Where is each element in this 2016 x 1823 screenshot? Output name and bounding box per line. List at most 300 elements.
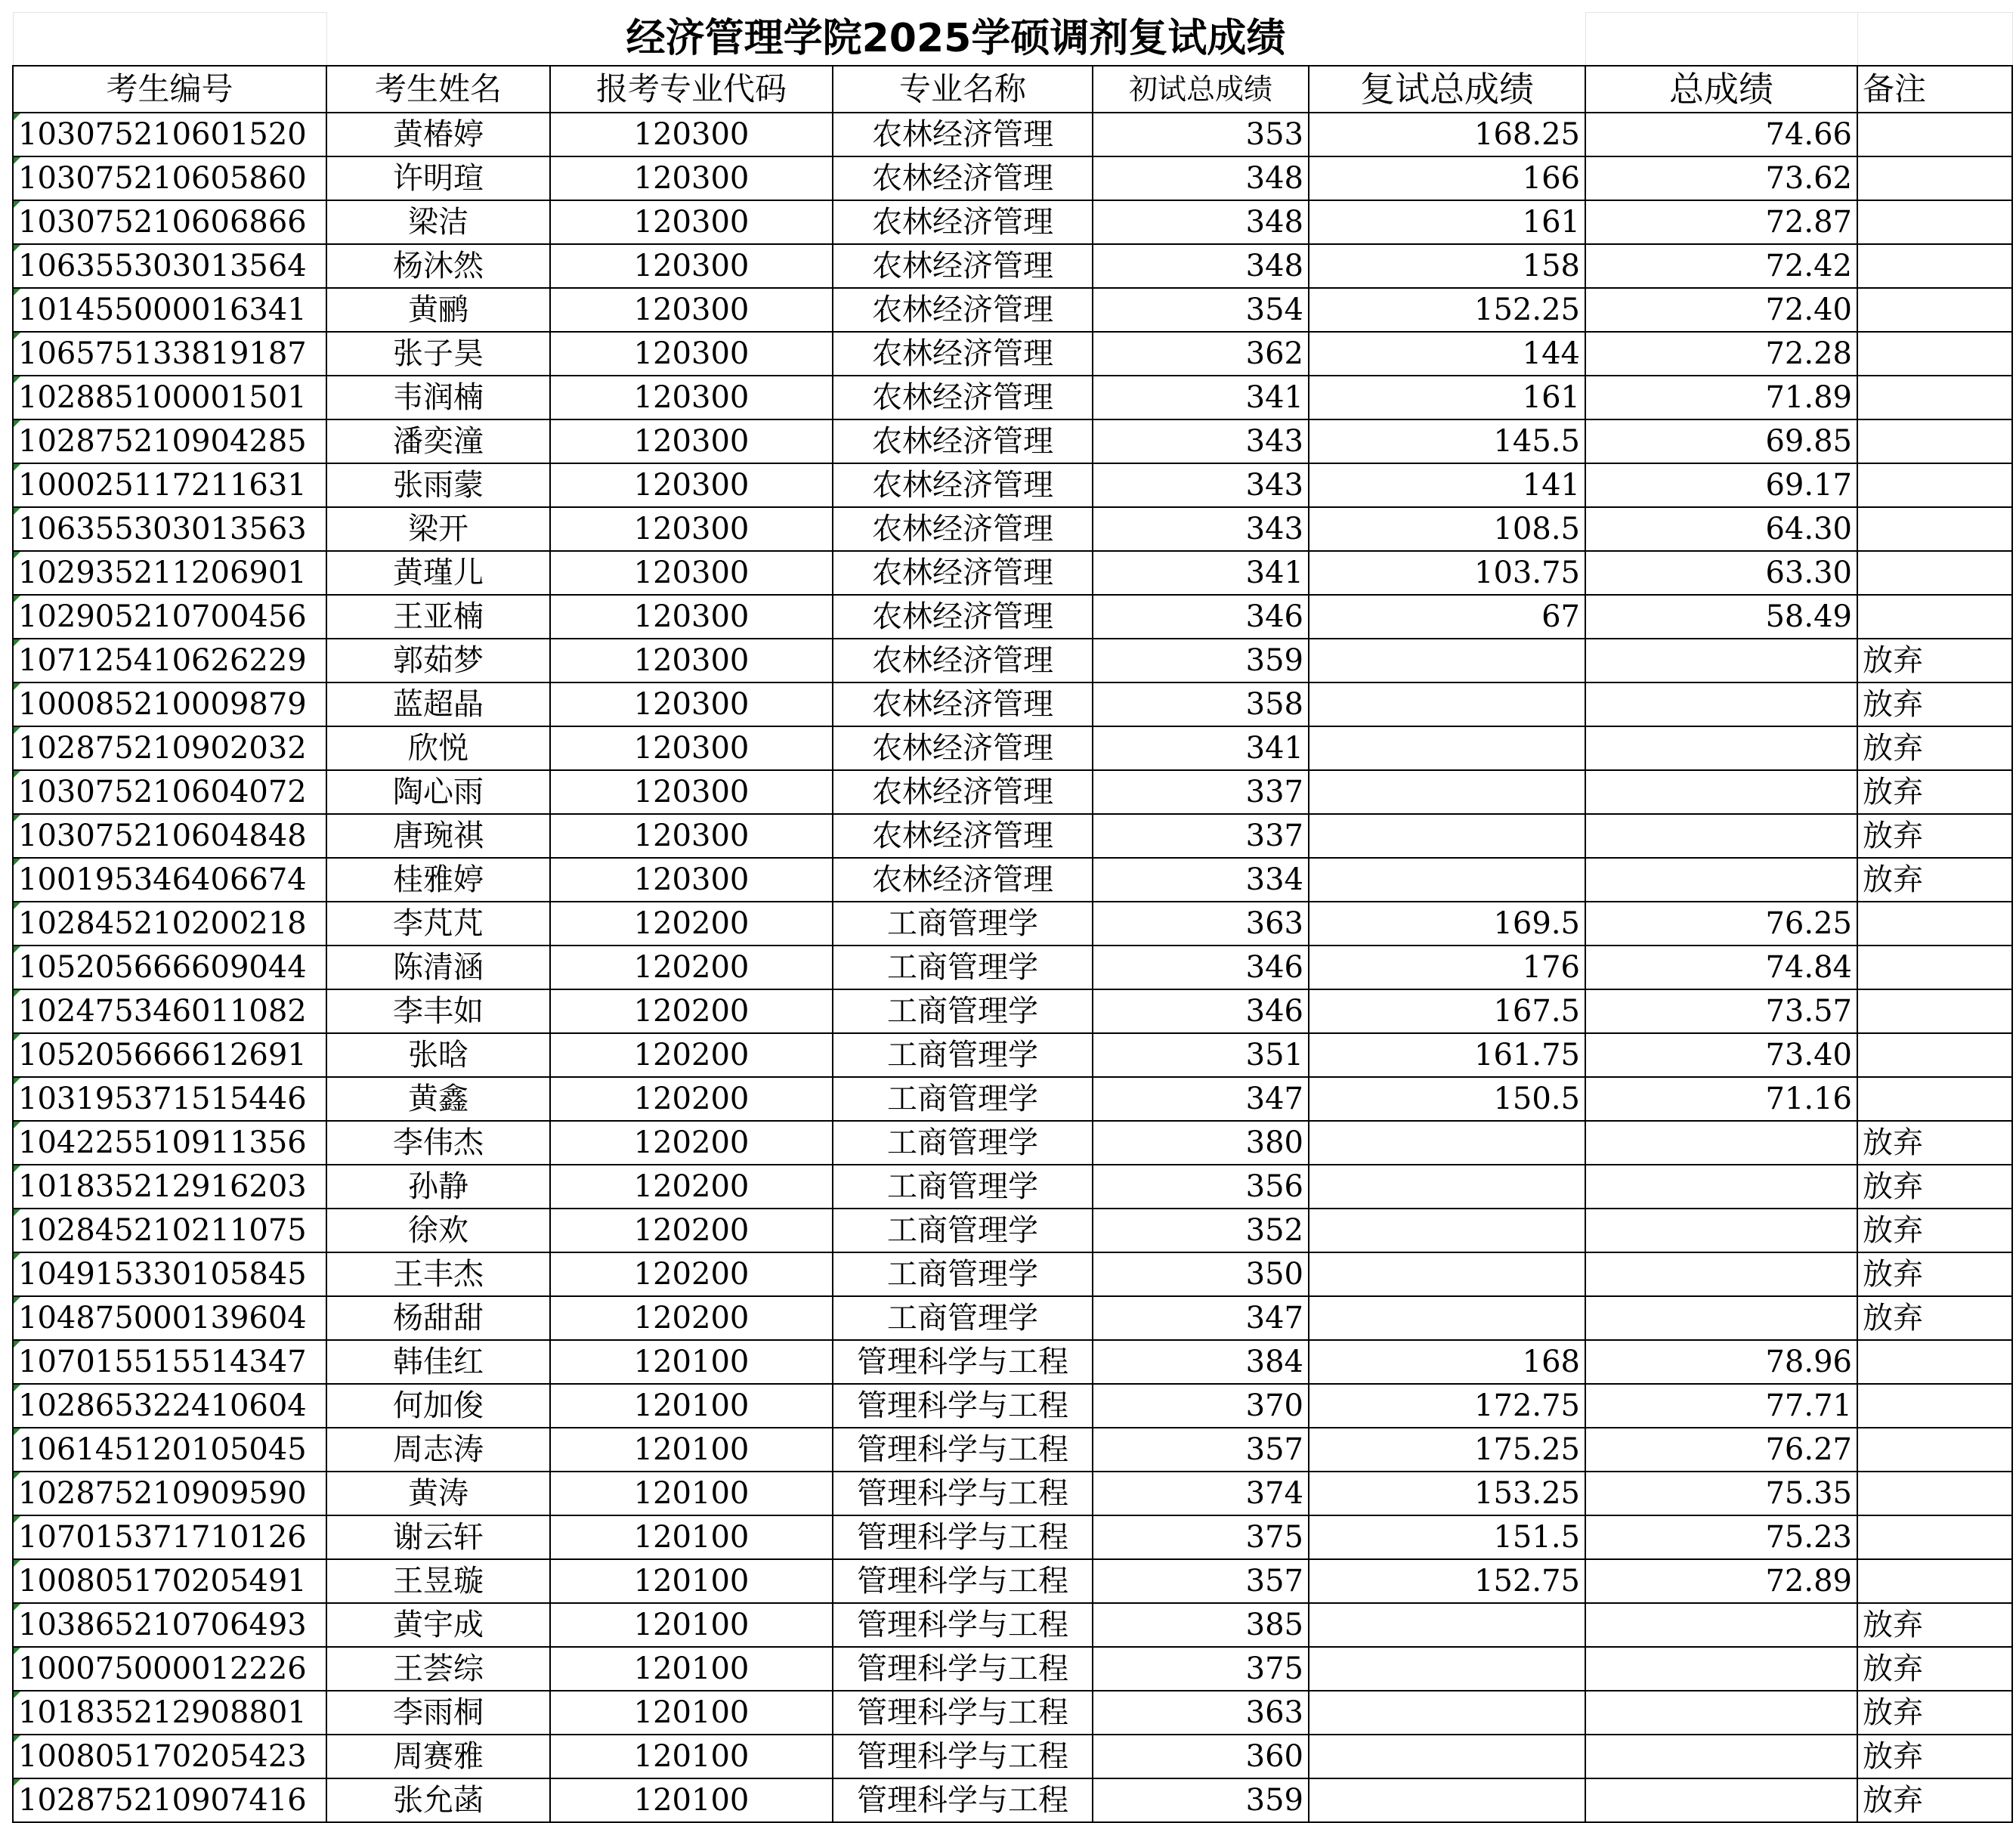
major-name-cell[interactable]: 农林经济管理 — [833, 814, 1093, 858]
retest-score-cell[interactable] — [1309, 1691, 1585, 1735]
note-cell[interactable] — [1857, 1559, 2012, 1603]
note-cell[interactable]: 放弃 — [1857, 1735, 2012, 1778]
header-candidate-id[interactable]: 考生编号 — [13, 66, 326, 113]
initial-score-cell[interactable]: 348 — [1093, 244, 1309, 288]
candidate-name-cell[interactable]: 潘奕潼 — [326, 419, 550, 463]
retest-score-cell[interactable]: 161 — [1309, 376, 1585, 419]
major-name-cell[interactable]: 工商管理学 — [833, 1121, 1093, 1165]
initial-score-cell[interactable]: 337 — [1093, 814, 1309, 858]
candidate-name-cell[interactable]: 梁开 — [326, 507, 550, 551]
candidate-name-cell[interactable]: 黄瑾儿 — [326, 551, 550, 595]
major-code-cell[interactable]: 120300 — [550, 419, 833, 463]
candidate-id-cell[interactable]: 103865210706493 — [13, 1603, 326, 1647]
retest-score-cell[interactable]: 167.5 — [1309, 989, 1585, 1033]
initial-score-cell[interactable]: 348 — [1093, 156, 1309, 200]
initial-score-cell[interactable]: 352 — [1093, 1209, 1309, 1252]
major-name-cell[interactable]: 工商管理学 — [833, 989, 1093, 1033]
note-cell[interactable] — [1857, 244, 2012, 288]
major-code-cell[interactable]: 120200 — [550, 902, 833, 946]
candidate-name-cell[interactable]: 陶心雨 — [326, 770, 550, 814]
total-score-cell[interactable]: 77.71 — [1585, 1384, 1857, 1428]
major-code-cell[interactable]: 120300 — [550, 244, 833, 288]
major-code-cell[interactable]: 120100 — [550, 1384, 833, 1428]
initial-score-cell[interactable]: 374 — [1093, 1472, 1309, 1515]
major-code-cell[interactable]: 120300 — [550, 507, 833, 551]
major-name-cell[interactable]: 工商管理学 — [833, 1296, 1093, 1340]
note-cell[interactable] — [1857, 507, 2012, 551]
note-cell[interactable] — [1857, 902, 2012, 946]
note-cell[interactable]: 放弃 — [1857, 1165, 2012, 1209]
note-cell[interactable]: 放弃 — [1857, 1647, 2012, 1691]
major-code-cell[interactable]: 120200 — [550, 946, 833, 989]
retest-score-cell[interactable] — [1309, 770, 1585, 814]
initial-score-cell[interactable]: 334 — [1093, 858, 1309, 902]
candidate-name-cell[interactable]: 桂雅婷 — [326, 858, 550, 902]
major-name-cell[interactable]: 工商管理学 — [833, 1033, 1093, 1077]
note-cell[interactable] — [1857, 288, 2012, 332]
initial-score-cell[interactable]: 347 — [1093, 1077, 1309, 1121]
retest-score-cell[interactable] — [1309, 1647, 1585, 1691]
note-cell[interactable] — [1857, 989, 2012, 1033]
major-name-cell[interactable]: 管理科学与工程 — [833, 1647, 1093, 1691]
candidate-id-cell[interactable]: 102905210700456 — [13, 595, 326, 639]
header-major-code[interactable]: 报考专业代码 — [550, 66, 833, 113]
retest-score-cell[interactable]: 169.5 — [1309, 902, 1585, 946]
candidate-id-cell[interactable]: 103075210606866 — [13, 200, 326, 244]
initial-score-cell[interactable]: 362 — [1093, 332, 1309, 376]
candidate-name-cell[interactable]: 李丰如 — [326, 989, 550, 1033]
major-name-cell[interactable]: 管理科学与工程 — [833, 1778, 1093, 1822]
initial-score-cell[interactable]: 380 — [1093, 1121, 1309, 1165]
candidate-id-cell[interactable]: 101835212916203 — [13, 1165, 326, 1209]
candidate-name-cell[interactable]: 蓝超晶 — [326, 682, 550, 726]
retest-score-cell[interactable]: 172.75 — [1309, 1384, 1585, 1428]
initial-score-cell[interactable]: 341 — [1093, 726, 1309, 770]
major-name-cell[interactable]: 农林经济管理 — [833, 288, 1093, 332]
note-cell[interactable] — [1857, 332, 2012, 376]
major-name-cell[interactable]: 管理科学与工程 — [833, 1515, 1093, 1559]
candidate-name-cell[interactable]: 周志涛 — [326, 1428, 550, 1472]
total-score-cell[interactable] — [1585, 814, 1857, 858]
initial-score-cell[interactable]: 343 — [1093, 419, 1309, 463]
note-cell[interactable]: 放弃 — [1857, 1778, 2012, 1822]
candidate-id-cell[interactable]: 100025117211631 — [13, 463, 326, 507]
candidate-name-cell[interactable]: 谢云轩 — [326, 1515, 550, 1559]
major-code-cell[interactable]: 120100 — [550, 1735, 833, 1778]
initial-score-cell[interactable]: 375 — [1093, 1647, 1309, 1691]
initial-score-cell[interactable]: 343 — [1093, 507, 1309, 551]
candidate-name-cell[interactable]: 王荟综 — [326, 1647, 550, 1691]
total-score-cell[interactable] — [1585, 639, 1857, 682]
candidate-id-cell[interactable]: 103075210604848 — [13, 814, 326, 858]
major-code-cell[interactable]: 120300 — [550, 288, 833, 332]
initial-score-cell[interactable]: 353 — [1093, 113, 1309, 156]
header-note[interactable]: 备注 — [1857, 66, 2012, 113]
candidate-name-cell[interactable]: 孙静 — [326, 1165, 550, 1209]
candidate-name-cell[interactable]: 王亚楠 — [326, 595, 550, 639]
total-score-cell[interactable]: 75.35 — [1585, 1472, 1857, 1515]
retest-score-cell[interactable] — [1309, 858, 1585, 902]
note-cell[interactable] — [1857, 463, 2012, 507]
note-cell[interactable]: 放弃 — [1857, 1603, 2012, 1647]
total-score-cell[interactable]: 78.96 — [1585, 1340, 1857, 1384]
note-cell[interactable] — [1857, 1515, 2012, 1559]
candidate-name-cell[interactable]: 张允菡 — [326, 1778, 550, 1822]
major-code-cell[interactable]: 120100 — [550, 1647, 833, 1691]
candidate-id-cell[interactable]: 102845210200218 — [13, 902, 326, 946]
candidate-id-cell[interactable]: 103075210605860 — [13, 156, 326, 200]
candidate-name-cell[interactable]: 韩佳红 — [326, 1340, 550, 1384]
candidate-id-cell[interactable]: 102875210907416 — [13, 1778, 326, 1822]
initial-score-cell[interactable]: 385 — [1093, 1603, 1309, 1647]
note-cell[interactable]: 放弃 — [1857, 1691, 2012, 1735]
retest-score-cell[interactable]: 176 — [1309, 946, 1585, 989]
retest-score-cell[interactable]: 153.25 — [1309, 1472, 1585, 1515]
initial-score-cell[interactable]: 375 — [1093, 1515, 1309, 1559]
initial-score-cell[interactable]: 359 — [1093, 639, 1309, 682]
retest-score-cell[interactable]: 150.5 — [1309, 1077, 1585, 1121]
major-name-cell[interactable]: 工商管理学 — [833, 902, 1093, 946]
retest-score-cell[interactable] — [1309, 1121, 1585, 1165]
total-score-cell[interactable]: 69.85 — [1585, 419, 1857, 463]
initial-score-cell[interactable]: 357 — [1093, 1428, 1309, 1472]
candidate-id-cell[interactable]: 107015515514347 — [13, 1340, 326, 1384]
candidate-name-cell[interactable]: 张雨蒙 — [326, 463, 550, 507]
initial-score-cell[interactable]: 370 — [1093, 1384, 1309, 1428]
candidate-id-cell[interactable]: 103195371515446 — [13, 1077, 326, 1121]
major-name-cell[interactable]: 农林经济管理 — [833, 551, 1093, 595]
note-cell[interactable]: 放弃 — [1857, 639, 2012, 682]
total-score-cell[interactable]: 72.28 — [1585, 332, 1857, 376]
candidate-name-cell[interactable]: 张子昊 — [326, 332, 550, 376]
retest-score-cell[interactable] — [1309, 726, 1585, 770]
major-code-cell[interactable]: 120300 — [550, 463, 833, 507]
initial-score-cell[interactable]: 384 — [1093, 1340, 1309, 1384]
major-code-cell[interactable]: 120300 — [550, 682, 833, 726]
total-score-cell[interactable]: 73.62 — [1585, 156, 1857, 200]
candidate-id-cell[interactable]: 102885100001501 — [13, 376, 326, 419]
retest-score-cell[interactable]: 152.25 — [1309, 288, 1585, 332]
major-name-cell[interactable]: 农林经济管理 — [833, 639, 1093, 682]
note-cell[interactable] — [1857, 1428, 2012, 1472]
initial-score-cell[interactable]: 346 — [1093, 946, 1309, 989]
candidate-id-cell[interactable]: 104875000139604 — [13, 1296, 326, 1340]
total-score-cell[interactable]: 72.42 — [1585, 244, 1857, 288]
candidate-id-cell[interactable]: 101835212908801 — [13, 1691, 326, 1735]
major-name-cell[interactable]: 管理科学与工程 — [833, 1340, 1093, 1384]
major-name-cell[interactable]: 农林经济管理 — [833, 332, 1093, 376]
retest-score-cell[interactable]: 152.75 — [1309, 1559, 1585, 1603]
total-score-cell[interactable] — [1585, 1647, 1857, 1691]
header-major-name[interactable]: 专业名称 — [833, 66, 1093, 113]
retest-score-cell[interactable] — [1309, 814, 1585, 858]
total-score-cell[interactable] — [1585, 1735, 1857, 1778]
retest-score-cell[interactable]: 108.5 — [1309, 507, 1585, 551]
major-name-cell[interactable]: 农林经济管理 — [833, 507, 1093, 551]
retest-score-cell[interactable]: 166 — [1309, 156, 1585, 200]
major-code-cell[interactable]: 120300 — [550, 551, 833, 595]
candidate-id-cell[interactable]: 102875210904285 — [13, 419, 326, 463]
major-code-cell[interactable]: 120200 — [550, 1121, 833, 1165]
major-name-cell[interactable]: 管理科学与工程 — [833, 1559, 1093, 1603]
major-code-cell[interactable]: 120300 — [550, 200, 833, 244]
major-code-cell[interactable]: 120100 — [550, 1691, 833, 1735]
candidate-name-cell[interactable]: 王昱璇 — [326, 1559, 550, 1603]
total-score-cell[interactable] — [1585, 1296, 1857, 1340]
major-code-cell[interactable]: 120100 — [550, 1778, 833, 1822]
candidate-id-cell[interactable]: 107015371710126 — [13, 1515, 326, 1559]
retest-score-cell[interactable]: 141 — [1309, 463, 1585, 507]
candidate-id-cell[interactable]: 106145120105045 — [13, 1428, 326, 1472]
initial-score-cell[interactable]: 363 — [1093, 1691, 1309, 1735]
total-score-cell[interactable]: 69.17 — [1585, 463, 1857, 507]
major-code-cell[interactable]: 120300 — [550, 858, 833, 902]
major-code-cell[interactable]: 120300 — [550, 726, 833, 770]
initial-score-cell[interactable]: 356 — [1093, 1165, 1309, 1209]
candidate-id-cell[interactable]: 100075000012226 — [13, 1647, 326, 1691]
total-score-cell[interactable]: 71.16 — [1585, 1077, 1857, 1121]
title-spacer-cell[interactable] — [1585, 13, 1857, 66]
retest-score-cell[interactable]: 168 — [1309, 1340, 1585, 1384]
initial-score-cell[interactable]: 341 — [1093, 376, 1309, 419]
note-cell[interactable]: 放弃 — [1857, 770, 2012, 814]
major-code-cell[interactable]: 120300 — [550, 595, 833, 639]
major-name-cell[interactable]: 工商管理学 — [833, 946, 1093, 989]
retest-score-cell[interactable] — [1309, 1778, 1585, 1822]
retest-score-cell[interactable] — [1309, 1252, 1585, 1296]
major-name-cell[interactable]: 农林经济管理 — [833, 200, 1093, 244]
major-name-cell[interactable]: 农林经济管理 — [833, 244, 1093, 288]
total-score-cell[interactable]: 64.30 — [1585, 507, 1857, 551]
initial-score-cell[interactable]: 350 — [1093, 1252, 1309, 1296]
retest-score-cell[interactable]: 158 — [1309, 244, 1585, 288]
major-code-cell[interactable]: 120200 — [550, 1077, 833, 1121]
retest-score-cell[interactable] — [1309, 1165, 1585, 1209]
candidate-id-cell[interactable]: 101455000016341 — [13, 288, 326, 332]
candidate-name-cell[interactable]: 韦润楠 — [326, 376, 550, 419]
major-code-cell[interactable]: 120300 — [550, 814, 833, 858]
major-code-cell[interactable]: 120200 — [550, 1296, 833, 1340]
candidate-id-cell[interactable]: 103075210601520 — [13, 113, 326, 156]
initial-score-cell[interactable]: 363 — [1093, 902, 1309, 946]
note-cell[interactable] — [1857, 595, 2012, 639]
note-cell[interactable]: 放弃 — [1857, 1296, 2012, 1340]
note-cell[interactable] — [1857, 1033, 2012, 1077]
candidate-name-cell[interactable]: 王丰杰 — [326, 1252, 550, 1296]
candidate-name-cell[interactable]: 欣悦 — [326, 726, 550, 770]
major-name-cell[interactable]: 工商管理学 — [833, 1077, 1093, 1121]
major-name-cell[interactable]: 管理科学与工程 — [833, 1603, 1093, 1647]
major-name-cell[interactable]: 工商管理学 — [833, 1252, 1093, 1296]
candidate-id-cell[interactable]: 102475346011082 — [13, 989, 326, 1033]
total-score-cell[interactable]: 72.89 — [1585, 1559, 1857, 1603]
candidate-id-cell[interactable]: 107125410626229 — [13, 639, 326, 682]
total-score-cell[interactable]: 72.40 — [1585, 288, 1857, 332]
retest-score-cell[interactable]: 175.25 — [1309, 1428, 1585, 1472]
major-code-cell[interactable]: 120200 — [550, 1165, 833, 1209]
total-score-cell[interactable] — [1585, 770, 1857, 814]
total-score-cell[interactable] — [1585, 726, 1857, 770]
note-cell[interactable] — [1857, 113, 2012, 156]
major-code-cell[interactable]: 120100 — [550, 1603, 833, 1647]
note-cell[interactable] — [1857, 419, 2012, 463]
major-name-cell[interactable]: 管理科学与工程 — [833, 1428, 1093, 1472]
candidate-id-cell[interactable]: 104225510911356 — [13, 1121, 326, 1165]
major-code-cell[interactable]: 120300 — [550, 770, 833, 814]
candidate-name-cell[interactable]: 徐欢 — [326, 1209, 550, 1252]
major-code-cell[interactable]: 120100 — [550, 1559, 833, 1603]
initial-score-cell[interactable]: 348 — [1093, 200, 1309, 244]
candidate-id-cell[interactable]: 102875210909590 — [13, 1472, 326, 1515]
note-cell[interactable]: 放弃 — [1857, 814, 2012, 858]
note-cell[interactable] — [1857, 1472, 2012, 1515]
major-name-cell[interactable]: 农林经济管理 — [833, 682, 1093, 726]
major-code-cell[interactable]: 120300 — [550, 156, 833, 200]
candidate-id-cell[interactable]: 100805170205491 — [13, 1559, 326, 1603]
initial-score-cell[interactable]: 351 — [1093, 1033, 1309, 1077]
candidate-name-cell[interactable]: 黄涛 — [326, 1472, 550, 1515]
note-cell[interactable] — [1857, 156, 2012, 200]
major-name-cell[interactable]: 农林经济管理 — [833, 726, 1093, 770]
candidate-name-cell[interactable]: 黄椿婷 — [326, 113, 550, 156]
major-code-cell[interactable]: 120200 — [550, 1033, 833, 1077]
total-score-cell[interactable] — [1585, 1121, 1857, 1165]
sheet-title[interactable]: 经济管理学院2025学硕调剂复试成绩 — [326, 13, 1585, 66]
candidate-name-cell[interactable]: 何加俊 — [326, 1384, 550, 1428]
total-score-cell[interactable]: 74.84 — [1585, 946, 1857, 989]
note-cell[interactable] — [1857, 200, 2012, 244]
note-cell[interactable] — [1857, 1077, 2012, 1121]
candidate-name-cell[interactable]: 李雨桐 — [326, 1691, 550, 1735]
initial-score-cell[interactable]: 337 — [1093, 770, 1309, 814]
note-cell[interactable] — [1857, 946, 2012, 989]
candidate-id-cell[interactable]: 100195346406674 — [13, 858, 326, 902]
note-cell[interactable]: 放弃 — [1857, 1121, 2012, 1165]
major-code-cell[interactable]: 120300 — [550, 639, 833, 682]
retest-score-cell[interactable]: 103.75 — [1309, 551, 1585, 595]
header-total-score[interactable]: 总成绩 — [1585, 66, 1857, 113]
note-cell[interactable] — [1857, 551, 2012, 595]
major-code-cell[interactable]: 120100 — [550, 1472, 833, 1515]
total-score-cell[interactable] — [1585, 858, 1857, 902]
major-name-cell[interactable]: 农林经济管理 — [833, 770, 1093, 814]
major-code-cell[interactable]: 120300 — [550, 113, 833, 156]
note-cell[interactable]: 放弃 — [1857, 726, 2012, 770]
initial-score-cell[interactable]: 346 — [1093, 989, 1309, 1033]
total-score-cell[interactable] — [1585, 1165, 1857, 1209]
major-name-cell[interactable]: 农林经济管理 — [833, 156, 1093, 200]
total-score-cell[interactable] — [1585, 1209, 1857, 1252]
candidate-id-cell[interactable]: 104915330105845 — [13, 1252, 326, 1296]
candidate-name-cell[interactable]: 黄宇成 — [326, 1603, 550, 1647]
candidate-id-cell[interactable]: 106355303013563 — [13, 507, 326, 551]
major-name-cell[interactable]: 管理科学与工程 — [833, 1691, 1093, 1735]
retest-score-cell[interactable]: 161.75 — [1309, 1033, 1585, 1077]
initial-score-cell[interactable]: 360 — [1093, 1735, 1309, 1778]
initial-score-cell[interactable]: 347 — [1093, 1296, 1309, 1340]
header-retest-score[interactable]: 复试总成绩 — [1309, 66, 1585, 113]
major-name-cell[interactable]: 农林经济管理 — [833, 376, 1093, 419]
candidate-name-cell[interactable]: 杨沐然 — [326, 244, 550, 288]
retest-score-cell[interactable]: 161 — [1309, 200, 1585, 244]
total-score-cell[interactable] — [1585, 1778, 1857, 1822]
header-initial-score[interactable]: 初试总成绩 — [1093, 66, 1309, 113]
total-score-cell[interactable] — [1585, 1603, 1857, 1647]
retest-score-cell[interactable]: 144 — [1309, 332, 1585, 376]
retest-score-cell[interactable] — [1309, 1735, 1585, 1778]
major-name-cell[interactable]: 工商管理学 — [833, 1209, 1093, 1252]
initial-score-cell[interactable]: 341 — [1093, 551, 1309, 595]
candidate-id-cell[interactable]: 106575133819187 — [13, 332, 326, 376]
retest-score-cell[interactable] — [1309, 682, 1585, 726]
title-spacer-cell[interactable] — [1857, 13, 2012, 66]
major-name-cell[interactable]: 农林经济管理 — [833, 858, 1093, 902]
candidate-id-cell[interactable]: 100805170205423 — [13, 1735, 326, 1778]
note-cell[interactable]: 放弃 — [1857, 682, 2012, 726]
initial-score-cell[interactable]: 346 — [1093, 595, 1309, 639]
retest-score-cell[interactable] — [1309, 1296, 1585, 1340]
candidate-name-cell[interactable]: 周赛雅 — [326, 1735, 550, 1778]
initial-score-cell[interactable]: 359 — [1093, 1778, 1309, 1822]
candidate-id-cell[interactable]: 105205666609044 — [13, 946, 326, 989]
header-candidate-name[interactable]: 考生姓名 — [326, 66, 550, 113]
total-score-cell[interactable] — [1585, 1691, 1857, 1735]
retest-score-cell[interactable] — [1309, 1603, 1585, 1647]
note-cell[interactable] — [1857, 1340, 2012, 1384]
major-name-cell[interactable]: 管理科学与工程 — [833, 1384, 1093, 1428]
total-score-cell[interactable]: 74.66 — [1585, 113, 1857, 156]
major-code-cell[interactable]: 120300 — [550, 332, 833, 376]
candidate-id-cell[interactable]: 102845210211075 — [13, 1209, 326, 1252]
total-score-cell[interactable]: 76.27 — [1585, 1428, 1857, 1472]
candidate-id-cell[interactable]: 100085210009879 — [13, 682, 326, 726]
candidate-id-cell[interactable]: 102935211206901 — [13, 551, 326, 595]
candidate-id-cell[interactable]: 103075210604072 — [13, 770, 326, 814]
candidate-id-cell[interactable]: 102865322410604 — [13, 1384, 326, 1428]
candidate-id-cell[interactable]: 106355303013564 — [13, 244, 326, 288]
retest-score-cell[interactable]: 67 — [1309, 595, 1585, 639]
total-score-cell[interactable]: 63.30 — [1585, 551, 1857, 595]
major-name-cell[interactable]: 管理科学与工程 — [833, 1735, 1093, 1778]
major-code-cell[interactable]: 120100 — [550, 1428, 833, 1472]
major-code-cell[interactable]: 120100 — [550, 1340, 833, 1384]
note-cell[interactable]: 放弃 — [1857, 858, 2012, 902]
major-code-cell[interactable]: 120100 — [550, 1515, 833, 1559]
candidate-name-cell[interactable]: 李伟杰 — [326, 1121, 550, 1165]
total-score-cell[interactable]: 71.89 — [1585, 376, 1857, 419]
retest-score-cell[interactable]: 168.25 — [1309, 113, 1585, 156]
candidate-id-cell[interactable]: 105205666612691 — [13, 1033, 326, 1077]
candidate-name-cell[interactable]: 陈清涵 — [326, 946, 550, 989]
total-score-cell[interactable] — [1585, 682, 1857, 726]
major-name-cell[interactable]: 农林经济管理 — [833, 419, 1093, 463]
initial-score-cell[interactable]: 343 — [1093, 463, 1309, 507]
initial-score-cell[interactable]: 354 — [1093, 288, 1309, 332]
retest-score-cell[interactable]: 145.5 — [1309, 419, 1585, 463]
major-name-cell[interactable]: 管理科学与工程 — [833, 1472, 1093, 1515]
major-code-cell[interactable]: 120200 — [550, 1209, 833, 1252]
note-cell[interactable]: 放弃 — [1857, 1252, 2012, 1296]
candidate-name-cell[interactable]: 黄鹂 — [326, 288, 550, 332]
total-score-cell[interactable]: 72.87 — [1585, 200, 1857, 244]
title-spacer-cell[interactable] — [13, 13, 326, 66]
candidate-name-cell[interactable]: 黄鑫 — [326, 1077, 550, 1121]
candidate-name-cell[interactable]: 李芃芃 — [326, 902, 550, 946]
major-name-cell[interactable]: 工商管理学 — [833, 1165, 1093, 1209]
note-cell[interactable]: 放弃 — [1857, 1209, 2012, 1252]
major-code-cell[interactable]: 120200 — [550, 1252, 833, 1296]
major-name-cell[interactable]: 农林经济管理 — [833, 595, 1093, 639]
